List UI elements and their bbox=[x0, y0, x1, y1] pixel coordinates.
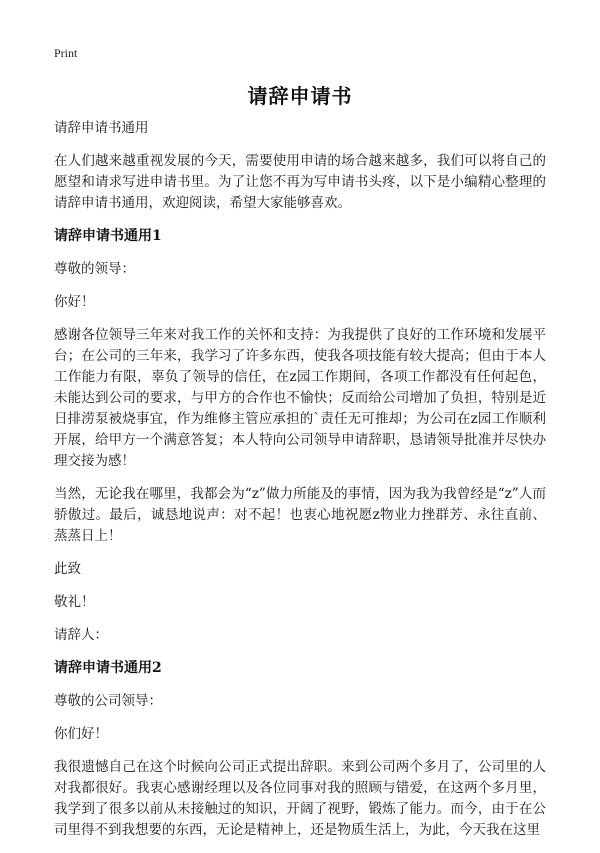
section-2-heading: 请辞申请书通用2 bbox=[54, 660, 162, 676]
intro-paragraph: 在人们越来越重视发展的今天，需要使用申请的场合越来越多，我们可以将自己的愿望和请求写进申请书里。为了让您不再为写申请书头疼，以下是小编精心整理的请辞申请书通用，欢迎阅读，希望大家能够喜欢。 bbox=[54, 153, 546, 211]
print-link[interactable]: Print bbox=[54, 46, 78, 60]
section-1-body-1: 感谢各位领导三年来对我工作的关怀和支持：为我提供了良好的工作环境和发展平台；在公司的三年来，我学习了许多东西，使我各项技能有较大提高；但由于本人工作能力有限，辜负了领导的信任，在z园工作期间，各项工作都没有任何起色，未能达到公司的要求，与甲方的合作也不愉快；反而给公司增加了负担，特别是近日排涝泵被烧事宜，作为维修主管应承担的`责任无可推却；为公司在z园工作顺利开展，给甲方一个满意答复；本人特向公司领导申请辞职，恳请领导批准并尽快办理交接为感！ bbox=[54, 327, 546, 469]
section-2-salutation: 尊敬的公司领导： bbox=[54, 693, 162, 709]
section-1-body-2: 当然，无论我在哪里，我都会为“z”做力所能及的事情，因为我为我曾经是“z”人而骄傲过。最后，诚恳地说声：对不起！也衷心地祝愿z物业力挫群芳、永往直前、蒸蒸日上！ bbox=[54, 486, 546, 544]
section-2-body-1: 我很遗憾自己在这个时候向公司正式提出辞职。来到公司两个多月了，公司里的人对我都很好。我衷心感谢经理以及各位同事对我的照顾与错爱，在这两个多月里，我学到了很多以前从未接触过的知识，开阔了视野，锻炼了能力。而今，由于在公司里得不到我想要的东西，无论是精神上，还是物质生活上，为此，今天我在这里 bbox=[54, 759, 546, 838]
section-1-heading: 请辞申请书通用1 bbox=[54, 228, 162, 244]
section-1-signature: 请辞人： bbox=[54, 627, 108, 643]
section-2-greeting: 你们好！ bbox=[54, 726, 108, 742]
document-title: 请辞申请书 bbox=[247, 84, 353, 108]
section-1-greeting: 你好！ bbox=[54, 294, 95, 310]
section-1-closing-1: 此致 bbox=[54, 561, 81, 577]
section-1-salutation: 尊敬的领导： bbox=[54, 261, 135, 277]
document-subtitle: 请辞申请书通用 bbox=[54, 120, 149, 136]
document-body bbox=[54, 118, 546, 853]
section-1-closing-2: 敬礼！ bbox=[54, 594, 95, 610]
